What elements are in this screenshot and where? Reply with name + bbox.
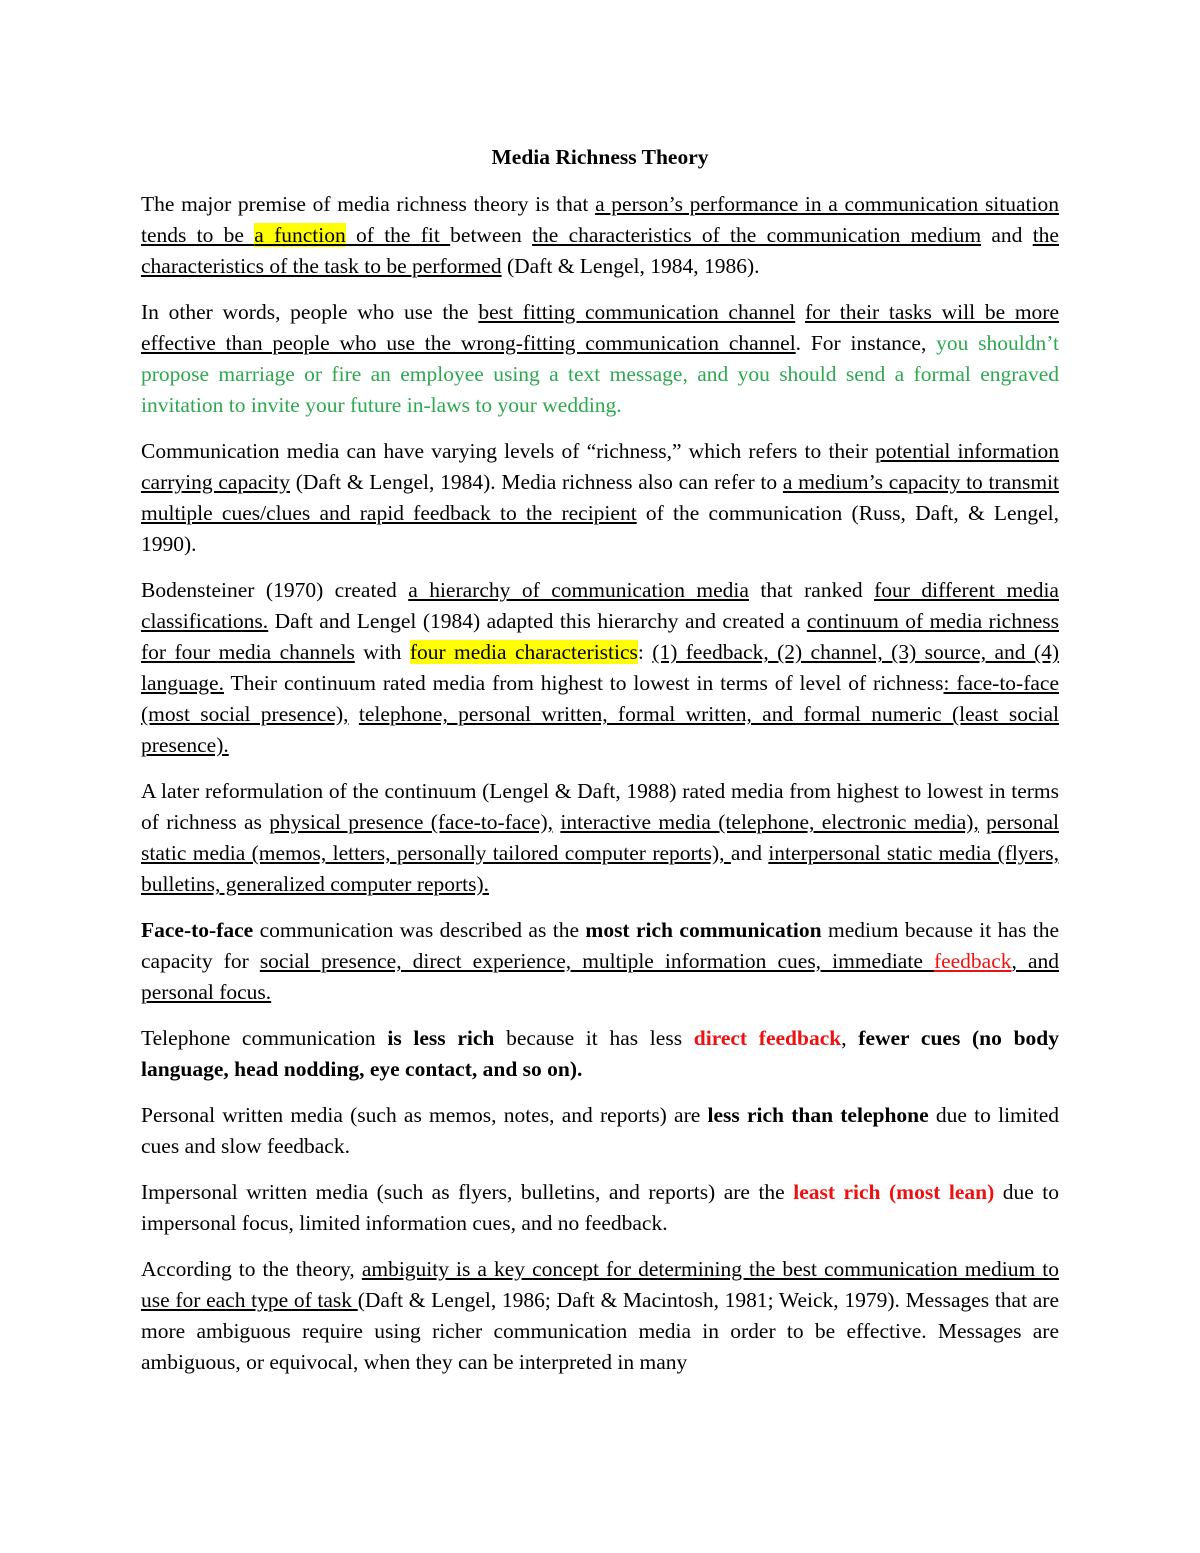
underlined-text: social presence, direct experience, multiple information cues, immediate — [259, 949, 934, 973]
text-run: . For instance, — [795, 331, 937, 355]
underlined-text: (1) feedback, (2) channel, (3) source, and (4) language. — [141, 640, 1060, 695]
text-run: (Daft & Lengel, 1986; Daft & Macintosh, 1981; Weick, 1979). Messages that are more ambiguous require using richer communication media in order to be effective. Messages are ambiguous, or equivocal, when they can be interpreted in many — [141, 1288, 1059, 1374]
underlined-text: for their tasks will be more effective than people who use the wrong-fitting communication channel — [141, 300, 1060, 355]
paragraph-personal-written — [141, 1100, 1059, 1162]
text-run: (Daft & Lengel, 1984, 1986). — [501, 254, 760, 278]
text-run: of the communication (Russ, Daft, & Lengel, 1990). — [141, 501, 1059, 556]
text-run: Bodensteiner (1970) created — [141, 578, 409, 602]
paragraph-hierarchy — [141, 575, 1059, 761]
underlined-text: the characteristics of the task to be performed — [141, 223, 1059, 278]
text-run: : — [637, 640, 653, 664]
paragraph-impersonal-written — [141, 1177, 1059, 1239]
document-title: Media Richness Theory — [491, 145, 709, 169]
text-run — [795, 300, 805, 324]
bold-text: most rich communication — [585, 918, 822, 942]
underlined-text: best fitting communication channel — [478, 300, 796, 324]
underlined-text: physical presence (face-to-face), — [269, 810, 554, 834]
bold-text: Face-to-face — [141, 918, 254, 942]
underlined-text: interpersonal static media (flyers, bulletins, generalized computer reports). — [141, 841, 1060, 896]
underlined-text: ambiguity is a key concept for determining the best communication medium to use for each type of task — [141, 1257, 1060, 1312]
underlined-text: a hierarchy of communication media — [408, 578, 749, 602]
text-run: and — [730, 841, 769, 865]
underlined-text: four different media classifications. — [141, 578, 1059, 633]
bold-text: fewer cues (no body language, head nodding, eye contact, and so on). — [141, 1026, 1059, 1081]
paragraph-face-to-face — [141, 915, 1059, 1008]
red-bold-text: least rich (most lean) — [793, 1180, 995, 1204]
text-run: because it has less — [494, 1026, 694, 1050]
paragraph-richness-levels — [141, 436, 1059, 560]
green-example-text: you shouldn’t propose marriage or fire an employee using a text message, and you should send a formal engraved invitation to invite your future in-laws to your wedding. — [141, 331, 1060, 417]
text-run: that ranked — [748, 578, 875, 602]
highlighted-text: a function — [254, 223, 346, 247]
text-run: In other words, people who use the — [141, 300, 479, 324]
underlined-text: continuum of media richness for four media channels — [141, 609, 1059, 664]
underlined-text: personal static media (memos, letters, personally tailored computer reports), — [141, 810, 1060, 865]
underlined-text: of the fit — [345, 223, 451, 247]
underlined-text: telephone, personal written, formal written, and formal numeric (least social presence). — [141, 702, 1060, 757]
underlined-text: the characteristics of the communication medium — [532, 223, 982, 247]
red-underlined-text: feedback — [933, 949, 1012, 973]
red-bold-text: direct feedback — [693, 1026, 842, 1050]
text-run: Impersonal written media (such as flyers, bulletins, and reports) are the — [141, 1180, 794, 1204]
paragraph-in-other-words — [141, 297, 1059, 421]
text-run: , — [841, 1026, 859, 1050]
text-run: with — [354, 640, 410, 664]
text-run: Telephone communication — [141, 1026, 388, 1050]
text-run: communication was described as the — [253, 918, 586, 942]
paragraph-telephone — [141, 1023, 1059, 1085]
bold-text: less rich than telephone — [707, 1103, 929, 1127]
text-run: According to the theory, — [141, 1257, 362, 1281]
text-run: The major premise of media richness theory is that — [141, 192, 596, 216]
text-run: A later reformulation of the continuum (Lengel & Daft, 1988) rated media from highest to lowest in terms of richness as — [141, 779, 1059, 834]
highlighted-text: four media characteristics — [409, 640, 638, 664]
text-run — [349, 702, 359, 726]
text-run: and — [981, 223, 1033, 247]
paragraph-premise — [141, 189, 1059, 282]
underlined-text: , and personal focus. — [141, 949, 1060, 1004]
paragraph-reformulation — [141, 776, 1059, 900]
text-run: due to impersonal focus, limited information cues, and no feedback. — [141, 1180, 1059, 1235]
text-run: Daft and Lengel (1984) adapted this hierarchy and created a — [268, 609, 807, 633]
underlined-text: a person’s performance in a communication situation tends to be — [141, 192, 1059, 247]
underlined-text: a medium’s capacity to transmit multiple cues/clues and rapid feedback to the recipient — [141, 470, 1059, 525]
paragraph-ambiguity — [141, 1254, 1059, 1378]
text-run: due to limited cues and slow feedback. — [141, 1103, 1060, 1158]
text-run: medium because it has the capacity for — [141, 918, 1059, 973]
underlined-text: potential information carrying capacity — [141, 439, 1059, 494]
text-run: Personal written media (such as memos, notes, and reports) are — [141, 1103, 708, 1127]
underlined-text: interactive media (telephone, electronic media), — [560, 810, 979, 834]
underlined-text: : face-to-face (most social presence), — [141, 671, 1060, 726]
text-run: Their continuum rated media from highest to lowest in terms of level of richness — [223, 671, 944, 695]
text-run: (Daft & Lengel, 1984). Media richness also can refer to — [289, 470, 783, 494]
text-run: between — [450, 223, 533, 247]
text-run: Communication media can have varying levels of “richness,” which refers to their — [141, 439, 876, 463]
bold-text: is less rich — [387, 1026, 495, 1050]
